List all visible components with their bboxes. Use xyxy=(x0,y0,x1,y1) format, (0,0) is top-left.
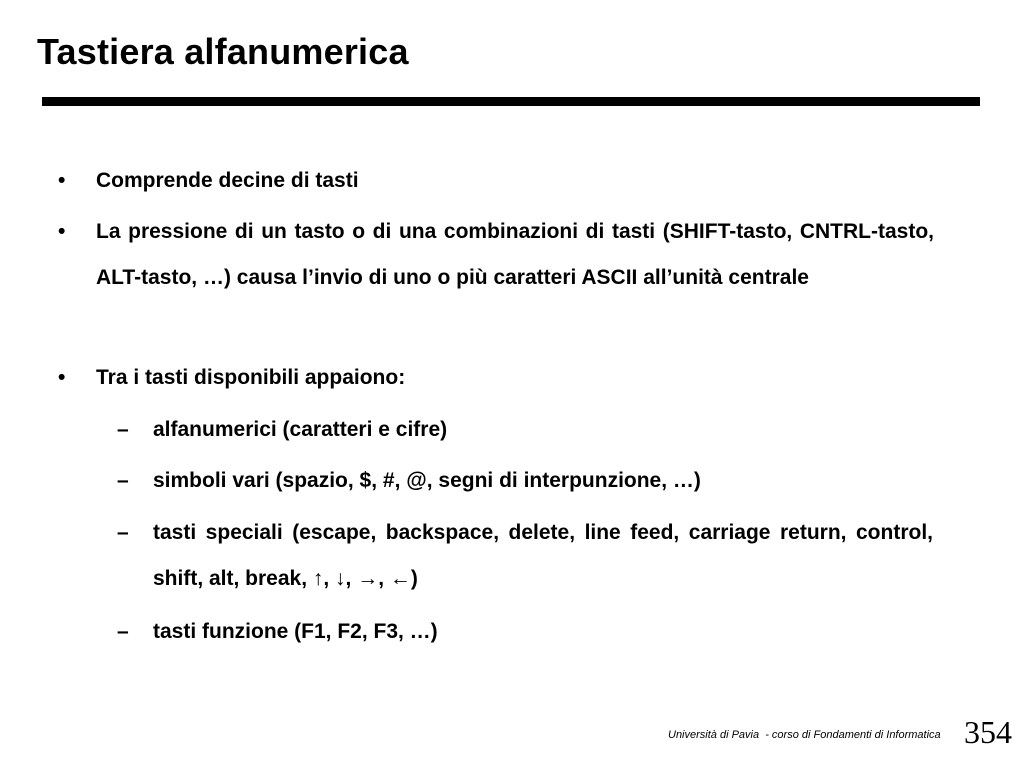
bullet-marker: • xyxy=(58,366,66,389)
sub-bullet-marker: – xyxy=(117,620,129,643)
bullet-marker: • xyxy=(58,220,66,243)
footer-course-text: Università di Pavia - corso di Fondamenti di Informatica xyxy=(668,729,941,741)
bullet-text: Tra i tasti disponibili appaiono: xyxy=(96,366,406,389)
sub-bullet-text: tasti funzione (F1, F2, F3, …) xyxy=(153,620,438,643)
sub-bullet-text: simboli vari (spazio, $, #, @, segni di interpunzione, …) xyxy=(153,469,701,492)
page-number: 354 xyxy=(964,714,1012,750)
slide-title: Tastiera alfanumerica xyxy=(37,31,409,72)
sub-bullet-text: alfanumerici (caratteri e cifre) xyxy=(153,418,448,441)
bullet-text: La pressione di un tasto o di una combinazioni di tasti (SHIFT-tasto, CNTRL-tasto, ALT-tasto, …) causa l’invio di uno o più caratteri ASCII all’unità centrale xyxy=(96,220,934,289)
sub-bullet-marker: – xyxy=(117,469,129,492)
bullet-text: Comprende decine di tasti xyxy=(96,169,359,192)
title-divider xyxy=(42,97,980,106)
bullet-marker: • xyxy=(58,169,66,192)
sub-bullet-marker: – xyxy=(117,521,129,544)
sub-bullet-text: tasti speciali (escape, backspace, delete, line feed, carriage return, control, shift, alt, break, ↑, ↓, →, ←) xyxy=(153,521,933,590)
sub-bullet-marker: – xyxy=(117,418,129,441)
